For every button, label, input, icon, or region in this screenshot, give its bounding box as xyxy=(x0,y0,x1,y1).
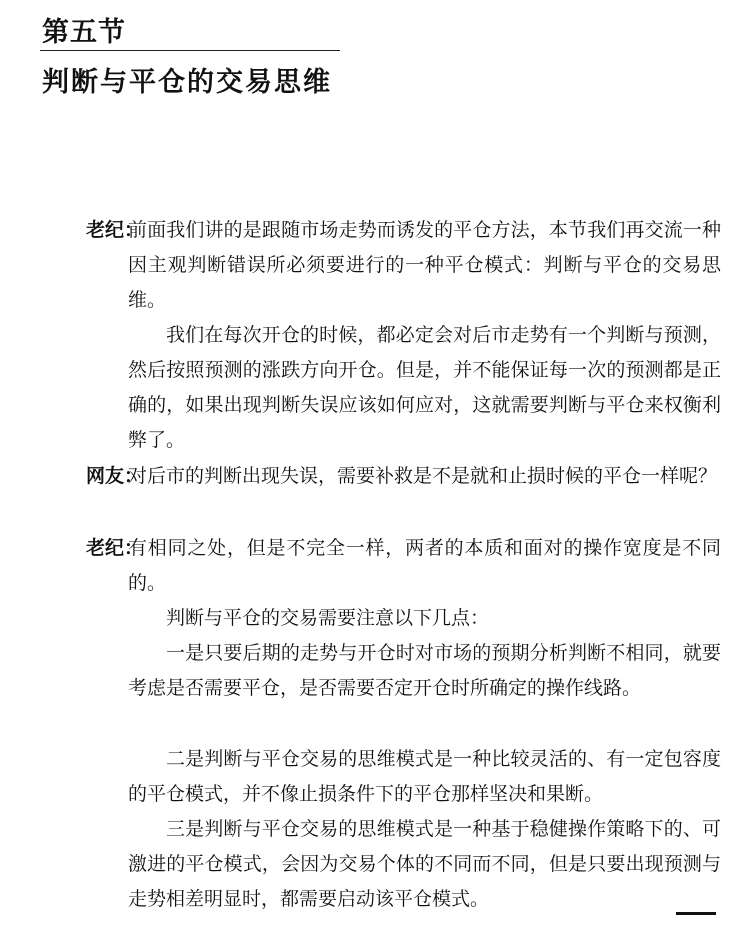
speech-laoji-1: 前面我们讲的是跟随市场走势而诱发的平仓方法，本节我们再交流一种因主观判断错误所必须要进行的一种平仓模式：判断与平仓的交易思维。 xyxy=(128,219,721,311)
speech-laoji-2: 有相同之处，但是不完全一样，两者的本质和面对的操作宽度是不同的。 xyxy=(128,537,721,594)
speaker-wangyou: 网友： xyxy=(86,465,144,487)
speaker-laoji: 老纪： xyxy=(86,219,144,241)
paragraph: 三是判断与平仓交易的思维模式是一种基于稳健操作策略下的、可激进的平仓模式，会因为交易个体的不同而不同，但是只要出现预测与走势相差明显时，都需要启动该平仓模式。 xyxy=(128,818,721,910)
speaker-laoji: 老纪： xyxy=(86,537,144,559)
chapter-title: 判断与平仓的交易思维 xyxy=(42,67,332,98)
paragraph: 一是只要后期的走势与开仓时对市场的预期分析判断不相同，就要考虑是否需要平仓，是否需要否定开仓时所确定的操作线路。 xyxy=(128,642,721,699)
speech-wangyou: 对后市的判断出现失误，需要补救是不是就和止损时候的平仓一样呢？ xyxy=(128,465,718,487)
paragraph: 二是判断与平仓交易的思维模式是一种比较灵活的、有一定包容度的平仓模式，并不像止损条件下的平仓那样坚决和果断。 xyxy=(128,748,721,805)
section-label: 第五节 xyxy=(42,17,126,48)
page-number-mark xyxy=(676,912,716,935)
paragraph: 我们在每次开仓的时候，都必定会对后市走势有一个判断与预测，然后按照预测的涨跌方向开仓。但是，并不能保证每一次的预测都是正确的，如果出现判断失误应该如何应对，这就需要判断与平仓来权衡利弊了。 xyxy=(128,324,721,451)
paragraph: 判断与平仓的交易需要注意以下几点： xyxy=(166,607,490,629)
header-rule xyxy=(40,50,340,51)
